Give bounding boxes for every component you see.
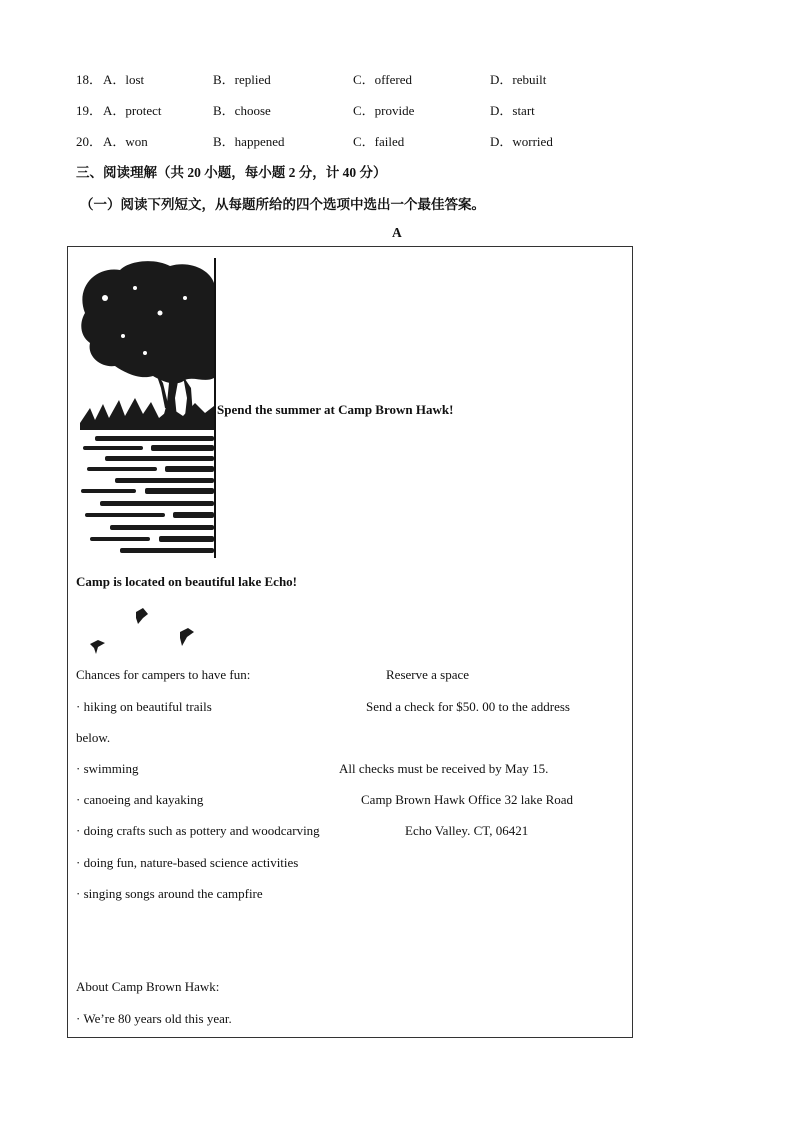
activity-item: · canoeing and kayaking xyxy=(76,792,204,807)
question-number: 20． xyxy=(76,134,103,149)
activity-item: · singing songs around the campfire xyxy=(76,886,263,901)
activity-item: · hiking on beautiful trails xyxy=(76,699,212,714)
deadline-text: All checks must be received by May 15. xyxy=(339,761,549,776)
activity-item: · swimming xyxy=(76,761,139,776)
option-b: B．replied xyxy=(213,72,271,87)
option-a: A．won xyxy=(103,134,148,149)
option-d: D．rebuilt xyxy=(490,72,547,87)
option-b: B．choose xyxy=(213,103,271,118)
about-title: About Camp Brown Hawk: xyxy=(76,979,220,994)
question-number: 19． xyxy=(76,103,103,118)
option-d: D．start xyxy=(490,103,535,118)
ad-location: Camp is located on beautiful lake Echo! xyxy=(76,574,298,589)
passage-label: A xyxy=(392,225,402,240)
section-instruction: （一）阅读下列短文，从每题所给的四个选项中选出一个最佳答案。 xyxy=(80,197,485,212)
reserve-instruction-cont: below. xyxy=(76,730,111,745)
tree-lake-illustration xyxy=(75,258,216,558)
option-d: D．worried xyxy=(490,134,553,149)
option-c: C．failed xyxy=(353,134,405,149)
birds-illustration xyxy=(88,606,200,654)
section-heading: 三、阅读理解（共 20 小题，每小题 2 分，计 40 分） xyxy=(76,165,387,180)
about-item: · We’re 80 years old this year. xyxy=(76,1011,232,1026)
option-b: B．happened xyxy=(213,134,285,149)
activity-item: · doing crafts such as pottery and woodcarving xyxy=(76,823,320,838)
option-a: A．lost xyxy=(103,72,145,87)
reserve-instruction: Send a check for $50. 00 to the address xyxy=(366,699,570,714)
option-c: C．offered xyxy=(353,72,412,87)
ad-headline: Spend the summer at Camp Brown Hawk! xyxy=(217,402,454,417)
fun-title: Chances for campers to have fun: xyxy=(76,667,251,682)
option-c: C．provide xyxy=(353,103,415,118)
address-line: Echo Valley. CT, 06421 xyxy=(405,823,529,838)
question-number: 18． xyxy=(76,72,103,87)
option-a: A．protect xyxy=(103,103,162,118)
activity-item: · doing fun, nature-based science activities xyxy=(76,855,299,870)
address-line: Camp Brown Hawk Office 32 lake Road xyxy=(361,792,574,807)
reserve-title: Reserve a space xyxy=(386,667,470,682)
